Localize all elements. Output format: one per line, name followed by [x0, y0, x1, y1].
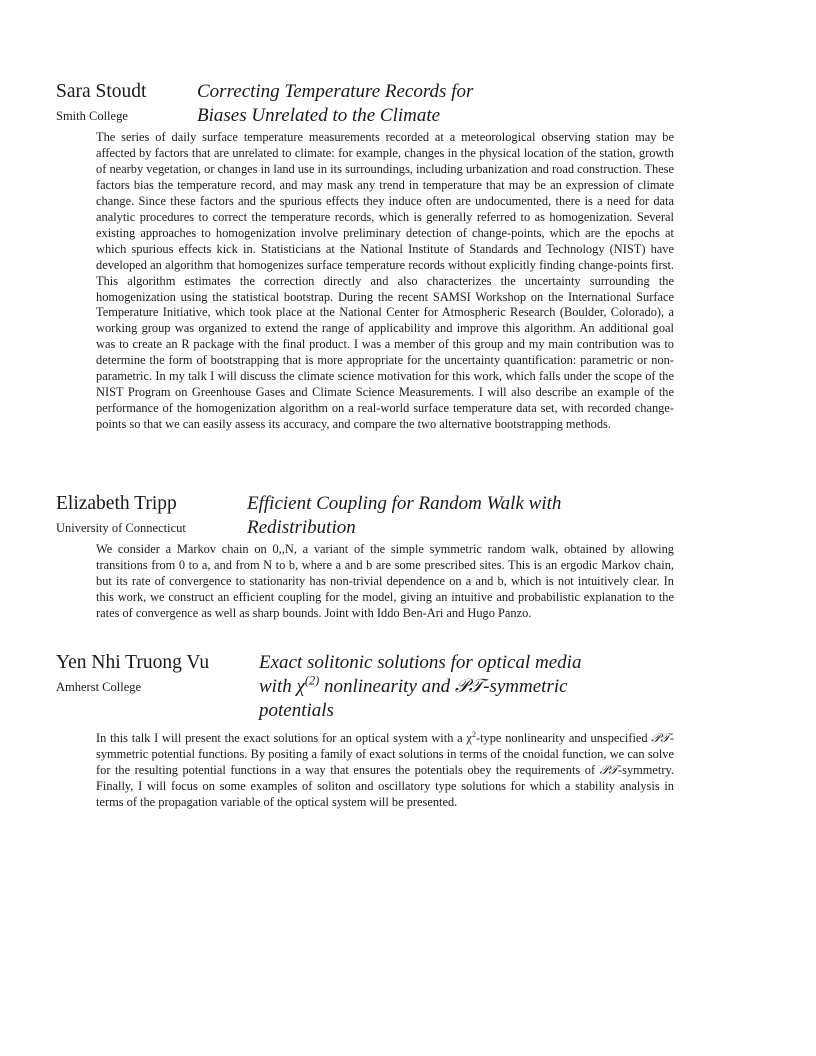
- speaker-name: Sara Stoudt: [56, 81, 147, 102]
- speaker-block: [56, 651, 209, 695]
- title-superscript: (2): [304, 673, 320, 688]
- speaker-affiliation: University of Connecticut: [56, 521, 186, 535]
- title-text: with χ: [259, 676, 305, 697]
- talk-abstract: The series of daily surface temperature measurements recorded at a meteorological observing station may be affected by factors that are unrelated to climate: for example, changes in the physical location of the station, growth of nearby vegetation, or changes in land use in its surroundings, including urbanization and road construction. These factors bias the temperature record, and may mask any trend in temperature that may be an expression of climate change. Since these factors and the spurious effects they induce often are undocumented, there is a need for data analytic procedures to correct the temperature records, which is generally referred to as homogenization. Several existing approaches to homogenization involve preliminary detection of change-points, which are the epochs at which spurious effects kick in. Statisticians at the National Institute of Standards and Technology (NIST) have developed an algorithm that homogenizes surface temperature records without explicitly finding change-points first. This algorithm estimates the correction directly and also characterizes the uncertainty surrounding the homogenization using the statistical bootstrap. During the recent SAMSI Workshop on the International Surface Temperature Initiative, which took place at the National Center for Atmospheric Research (Boulder, Colorado), a working group was organized to extend the range of applicability and improve this algorithm. An additional goal was to create an R package with the final product. I was a member of this group and my main contribution was to determine the form of bootstrapping that is more appropriate for the uncertainty quantification: parametric or non-parametric. In my talk I will discuss the climate science motivation for this work, which falls under the scope of the NIST Program on Greenhouse Gases and Climate Science Measurements. I will also describe an example of the performance of the homogenization algorithm on a real-world surface temperature data set, with recorded change-points so that we can easily assess its accuracy, and compare the two alternative bootstrapping methods.: [96, 130, 674, 432]
- talk-title-line: Efficient Coupling for Random Walk with: [247, 493, 562, 514]
- abstract-text: -symmetric potential functions. By positing a family of exact solutions in terms of the cnoidal function, we can solve for the resulting potential functions in a way that ensures the potentials obey the requirements of: [96, 731, 674, 777]
- abstract-text: -symmetry. Finally, I will focus on some examples of soliton and oscillatory type solutions for which a stability analysis in terms of the propagation variable of the optical system will be presented.: [96, 762, 674, 809]
- pt-symbol: 𝒫𝒯: [651, 731, 670, 745]
- abstract-superscript: 2: [471, 729, 476, 739]
- abstract-text: In this talk I will present the exact solutions for an optical system with a χ: [96, 731, 472, 745]
- speaker-affiliation: Smith College: [56, 109, 128, 123]
- speaker-name: Yen Nhi Truong Vu: [56, 652, 210, 673]
- talk-title-line: Biases Unrelated to the Climate: [197, 105, 441, 126]
- talk-title-line: Exact solitonic solutions for optical media: [259, 652, 582, 673]
- talk-title: [247, 492, 561, 540]
- talk-title-line: potentials: [259, 700, 334, 721]
- talk-abstract: We consider a Markov chain on 0,,N, a variant of the simple symmetric random walk, obtained by allowing transitions from 0 to a, and from N to b, where a and b are some prescribed sites. This is an ergodic Markov chain, but its rate of convergence to stationarity has non-trivial dependence on a and b, which is not intuitively clear. In this work, we construct an efficient coupling for the model, giving an intuitive and probabilistic explanation to the rates of convergence as well as sharp bounds. Joint with Iddo Ben-Ari and Hugo Panzo.: [96, 542, 674, 620]
- pt-symbol: 𝒫𝒯: [454, 676, 484, 697]
- talk-title-line: Redistribution: [247, 517, 356, 538]
- talk-abstract: [96, 731, 674, 811]
- title-text: nonlinearity and: [319, 676, 455, 697]
- talk-title: [197, 80, 473, 128]
- talk-title: [259, 651, 581, 723]
- abstract-text: -type nonlinearity and unspecified: [475, 731, 652, 745]
- talk-title-line: Correcting Temperature Records for: [197, 81, 474, 102]
- speaker-name: Elizabeth Tripp: [56, 493, 177, 514]
- pt-symbol: 𝒫𝒯: [599, 762, 619, 777]
- speaker-block: [56, 80, 146, 124]
- speaker-affiliation: Amherst College: [56, 680, 142, 694]
- speaker-block: [56, 492, 186, 536]
- talk-title-line: [259, 675, 581, 699]
- title-text: -symmetric: [483, 676, 568, 697]
